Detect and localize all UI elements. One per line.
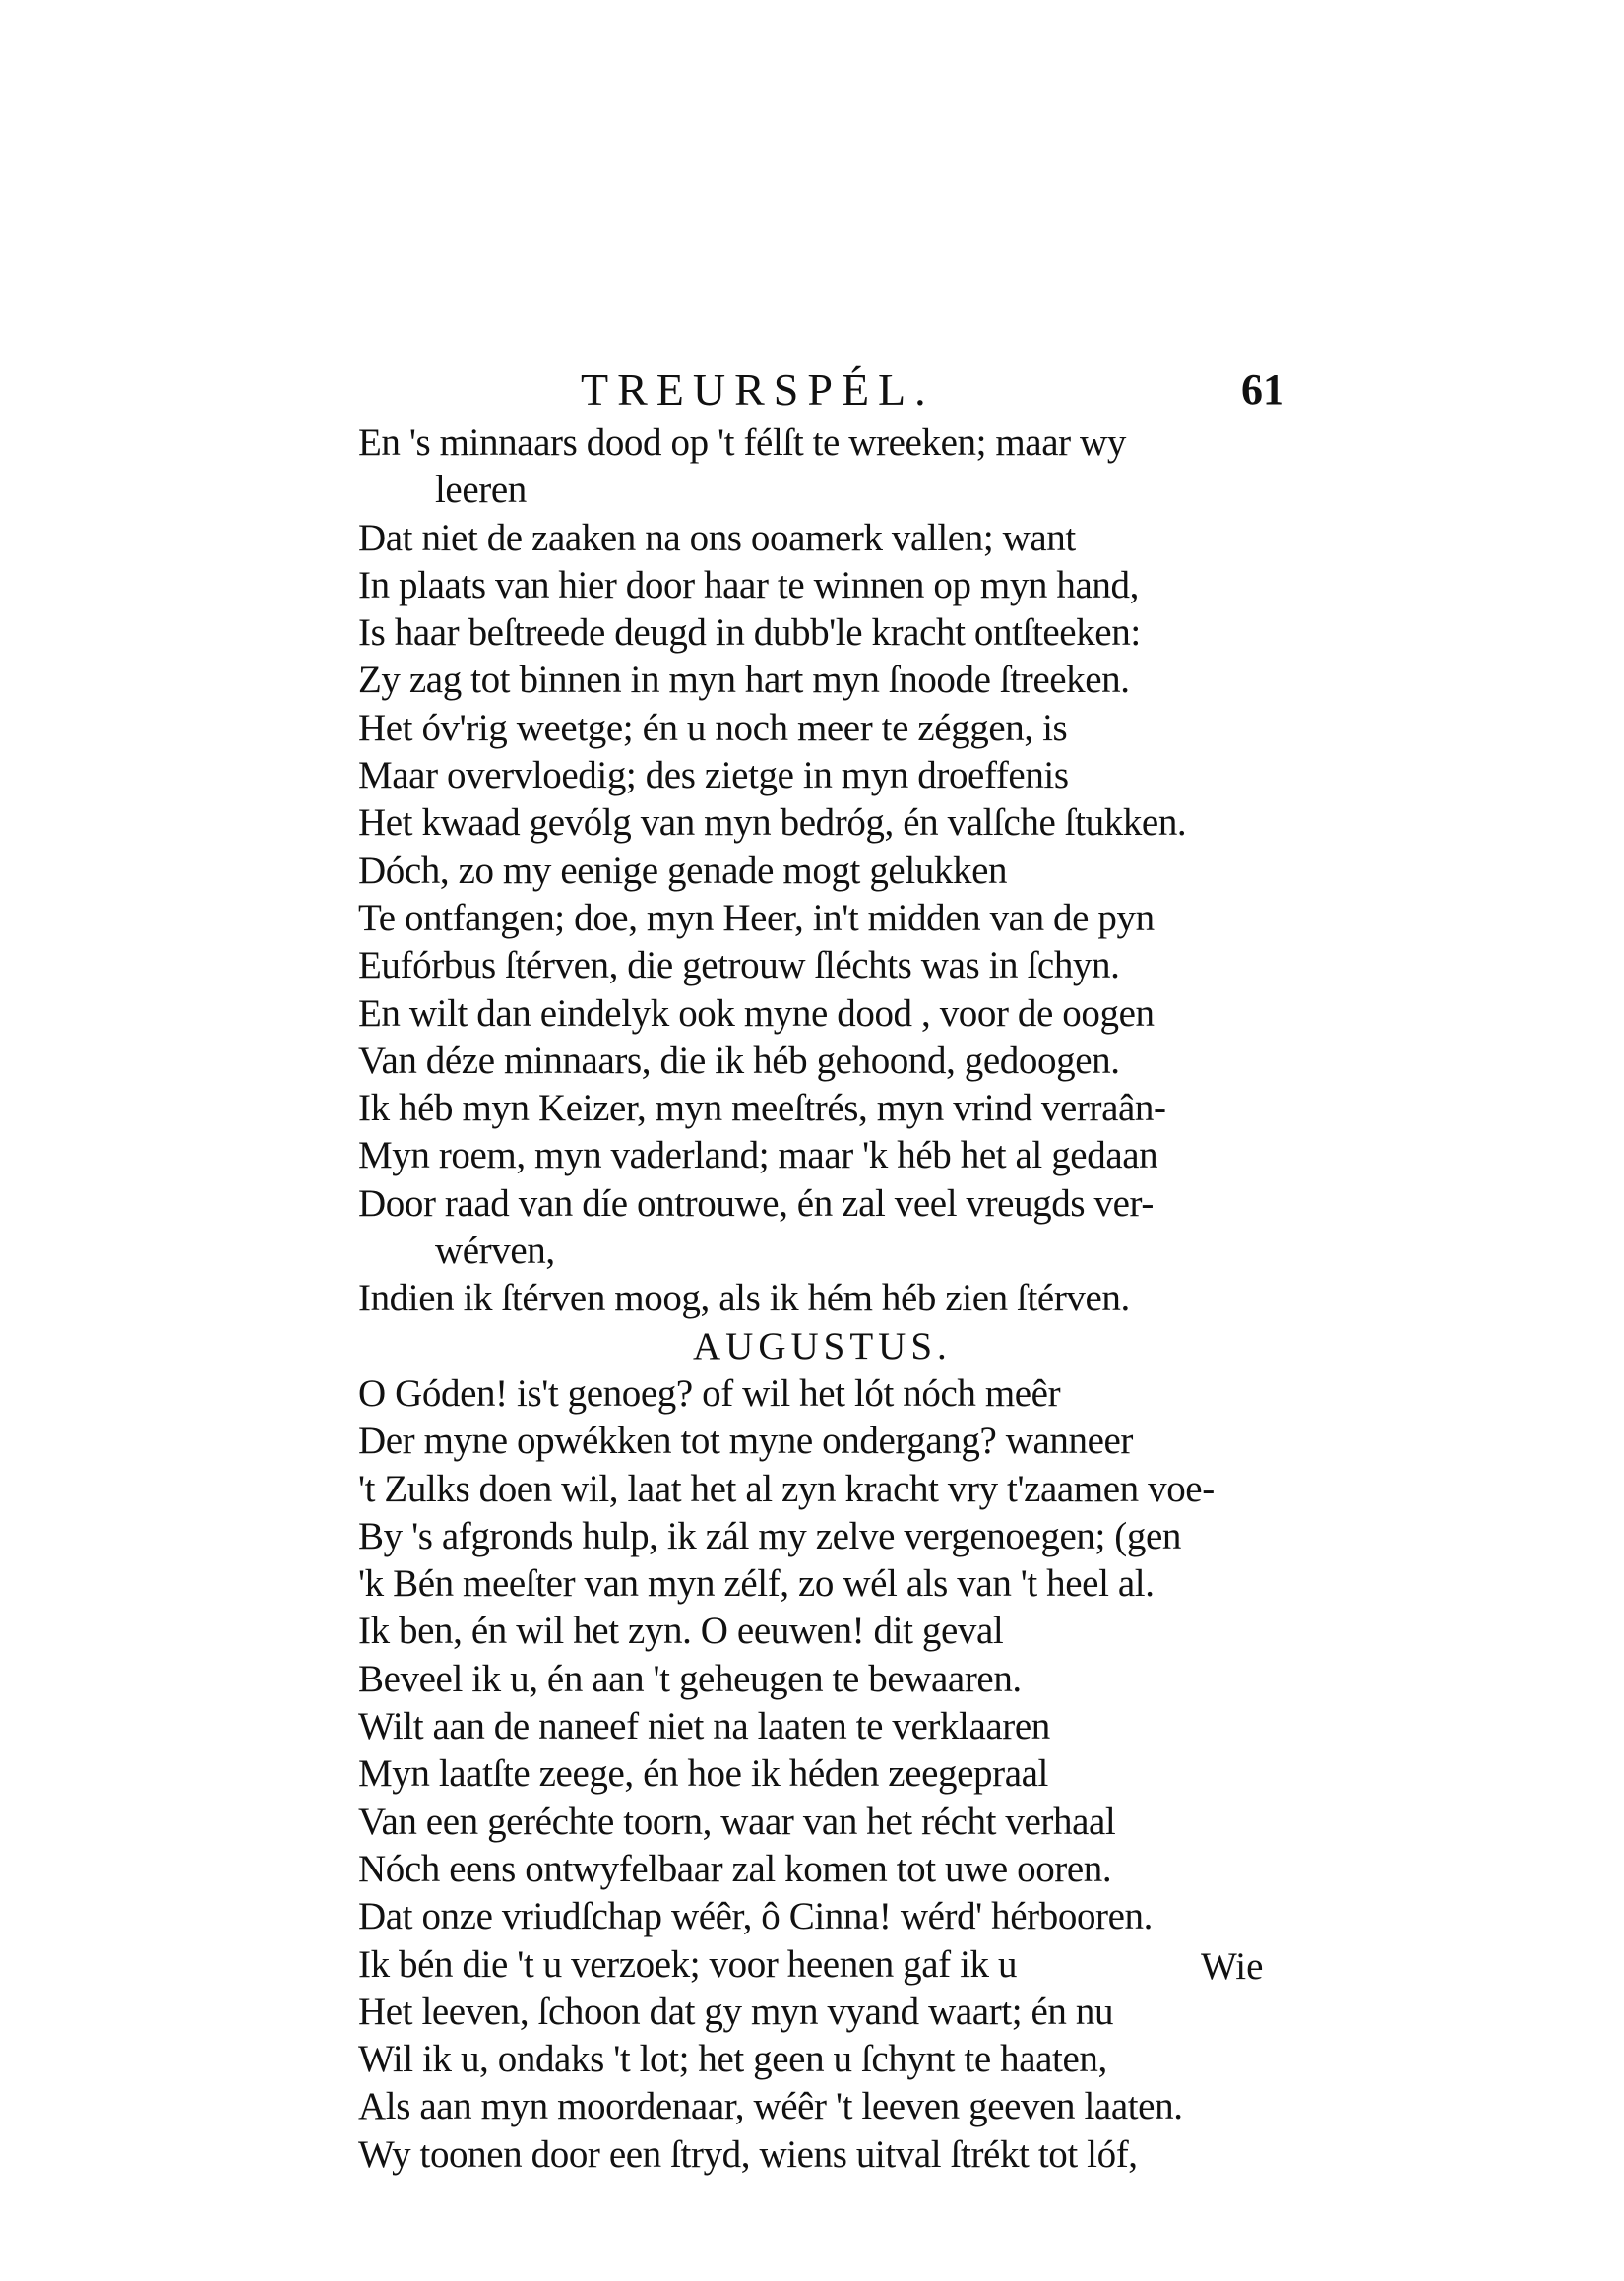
verse-line: wérven, [435, 1230, 555, 1273]
speaker-name: AUGUSTUS. [693, 1324, 952, 1367]
verse-line: 't Zulks doen wil, laat het al zyn kracht vry t'zaamen voe- [358, 1467, 1215, 1510]
running-title: TREURSPÉL. [581, 364, 935, 414]
catchword: Wie [1201, 1945, 1264, 1988]
verse-line: En 's minnaars dood op 't félſt te wreeken; maar wy [358, 421, 1126, 464]
verse-line: Ik ben, én wil het zyn. O eeuwen! dit geval [358, 1610, 1004, 1653]
verse-line: Nóch eens ontwyfelbaar zal komen tot uwe ooren. [358, 1847, 1112, 1890]
verse-line: Ik héb myn Keizer, myn meeſtrés, myn vrind verraân- [358, 1087, 1166, 1130]
verse-line: 'k Bén meeſter van myn zélf, zo wél als van 't heel al. [358, 1562, 1155, 1606]
verse-line: En wilt dan eindelyk ook myne dood , voor de oogen [358, 991, 1155, 1035]
verse-line: Door raad van díe ontrouwe, én zal veel vreugds ver- [358, 1181, 1154, 1225]
verse-line: Beveel ik u, én aan 't geheugen te bewaaren. [358, 1657, 1022, 1700]
verse-line: By 's afgronds hulp, ik zál my zelve vergenoegen; (gen [358, 1514, 1181, 1557]
verse-line: Myn roem, myn vaderland; maar 'k héb het al gedaan [358, 1134, 1158, 1177]
verse-line: Van een geréchte toorn, waar van het récht verhaal [358, 1800, 1116, 1843]
verse-line: Wy toonen door een ſtryd, wiens uitval ſtrékt tot lóf, [358, 2132, 1138, 2176]
verse-line: Indien ik ſtérven moog, als ik hém héb zien ſtérven. [358, 1277, 1130, 1320]
verse-line: Te ontfangen; doe, myn Heer, in't midden van de pyn [358, 896, 1155, 939]
verse-line: Wilt aan de naneef niet na laaten te verklaaren [358, 1705, 1050, 1748]
verse-line: Is haar beſtreede deugd in dubb'le kracht ontſteeken: [358, 611, 1141, 655]
page-header [364, 360, 1284, 419]
verse-line: Der myne opwékken tot myne ondergang? wanneer [358, 1420, 1134, 1463]
verse-line: Maar overvloedig; des zietge in myn droeffenis [358, 754, 1069, 797]
verse-line: Van déze minnaars, die ik héb gehoond, gedoogen. [358, 1039, 1120, 1082]
verse-line: Eufórbus ſtérven, die getrouw ſléchts was in ſchyn. [358, 944, 1120, 987]
verse-line: Dat niet de zaaken na ons ooamerk vallen; want [358, 516, 1076, 559]
verse-line: leeren [435, 469, 527, 512]
verse-line: Het óv'rig weetge; én u noch meer te zéggen, is [358, 706, 1068, 749]
verse-line: Dóch, zo my eenige genade mogt gelukken [358, 849, 1008, 892]
verse-line: Dat onze vriudſchap wéêr, ô Cinna! wérd' hérbooren. [358, 1895, 1153, 1938]
verse-line: Zy zag tot binnen in myn hart myn ſnoode ſtreeken. [358, 659, 1130, 702]
verse-line: Myn laatſte zeege, én hoe ik héden zeegepraal [358, 1752, 1048, 1796]
verse-line: Ik bén die 't u verzoek; voor heenen gaf ik u [358, 1942, 1018, 1986]
page-number: 61 [1241, 365, 1284, 413]
verse-line: Wil ik u, ondaks 't lot; het geen u ſchynt te haaten, [358, 2038, 1107, 2081]
verse-text-block [358, 419, 1293, 2179]
verse-line: Het kwaad gevólg van myn bedróg, én valſche ſtukken. [358, 801, 1187, 845]
verse-line: Als aan myn moordenaar, wéêr 't leeven geeven laaten. [358, 2085, 1183, 2128]
verse-line: In plaats van hier door haar te winnen op myn hand, [358, 563, 1139, 606]
verse-line: O Góden! is't genoeg? of wil het lót nóch meêr [358, 1371, 1061, 1415]
verse-line: Het leeven, ſchoon dat gy myn vyand waart; én nu [358, 1990, 1114, 2033]
